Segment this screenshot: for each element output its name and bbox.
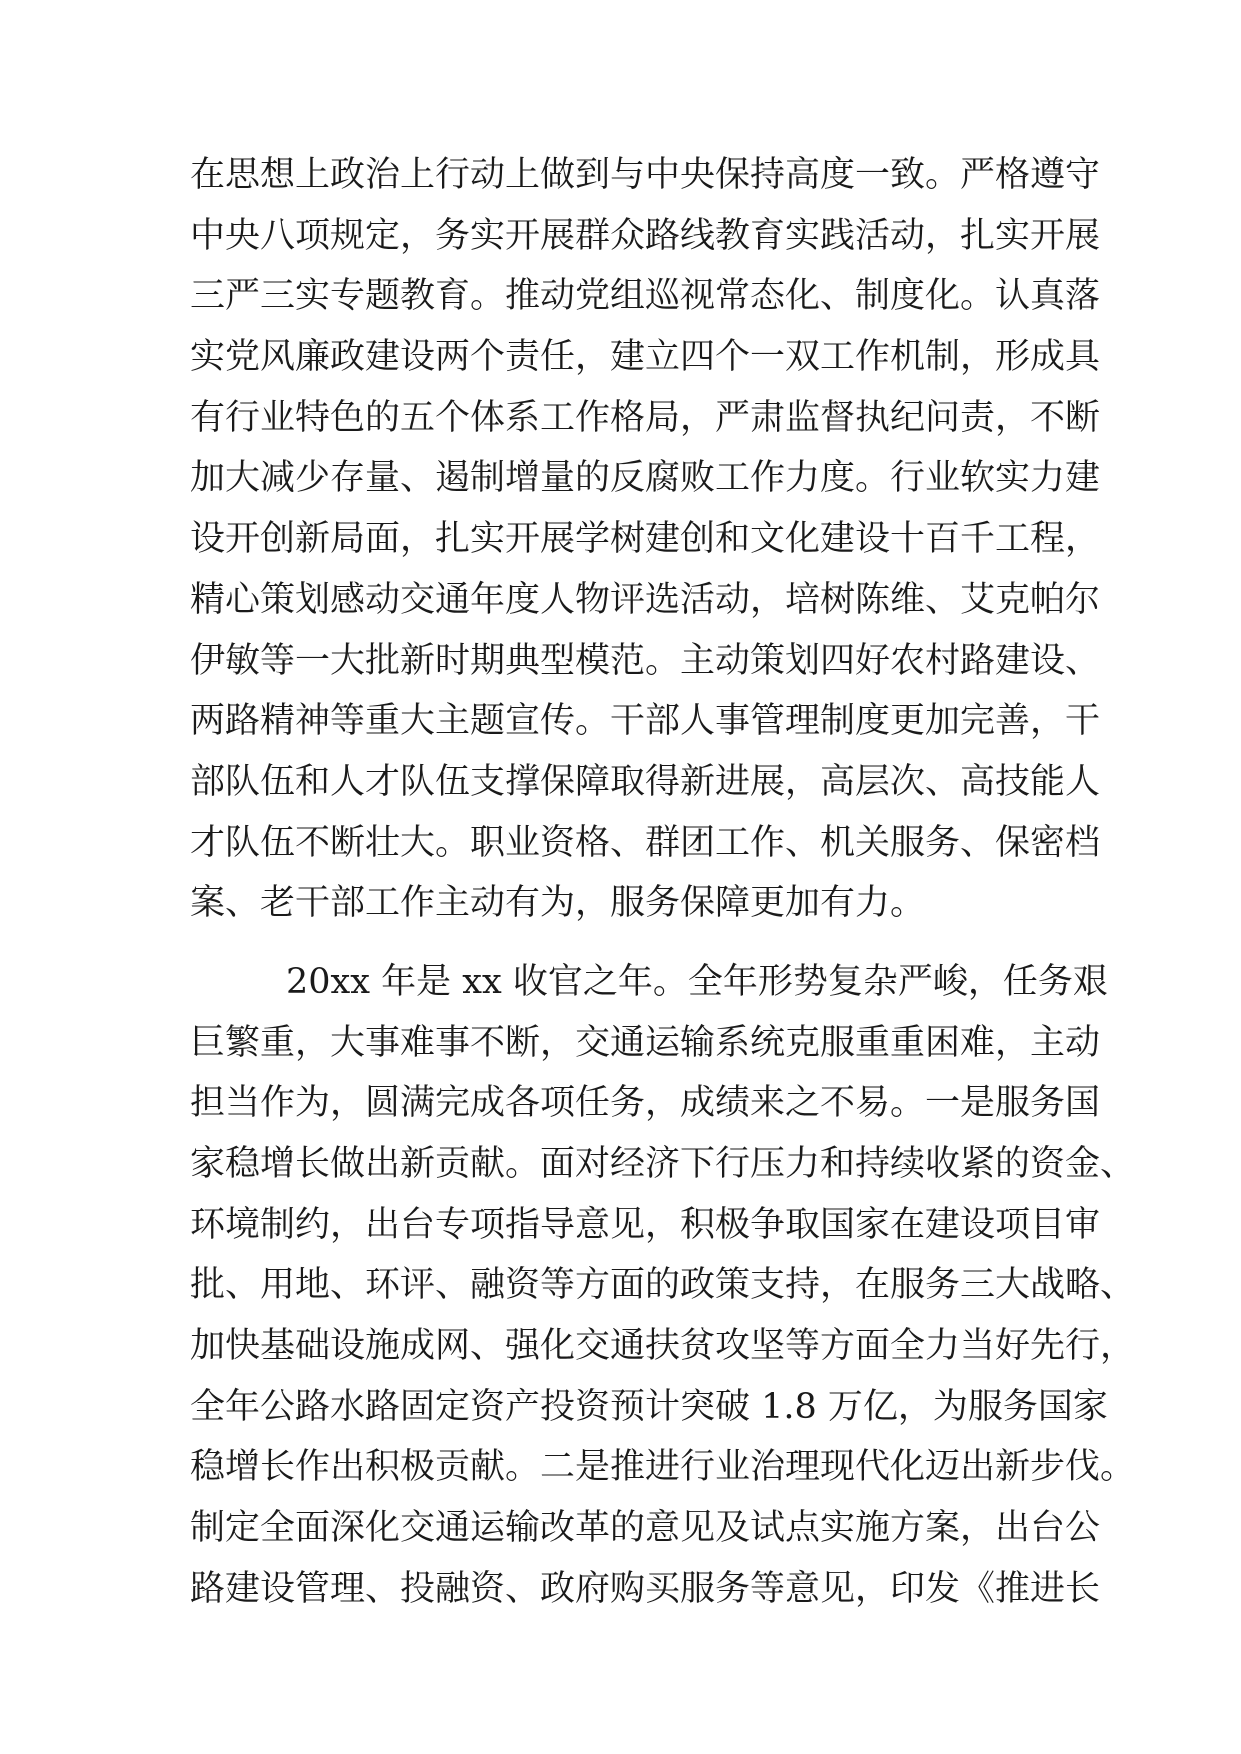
text-line: 案、老干部工作主动有为，服务保障更加有力。: [190, 883, 926, 924]
text-line: 设开创新局面，扎实开展学树建创和文化建设十百千工程，: [190, 519, 1101, 560]
text-line: 家稳增长做出新贡献。面对经济下行压力和持续收紧的资金、: [190, 1144, 1136, 1184]
text-line: 两路精神等重大主题宣传。干部人事管理制度更加完善，干: [190, 701, 1101, 742]
document-body: [190, 145, 1136, 1620]
text-line: 担当作为，圆满完成各项任务，成绩来之不易。一是服务国: [190, 1083, 1101, 1124]
text-line: 制定全面深化交通运输改革的意见及试点实施方案，出台公: [190, 1508, 1101, 1549]
paragraph-gap: [190, 934, 1050, 952]
text-line: 实党风廉政建设两个责任，建立四个一双工作机制，形成具: [190, 337, 1101, 378]
text-line: 才队伍不断壮大。职业资格、群团工作、机关服务、保密档: [190, 822, 1101, 863]
text-line: 环境制约，出台专项指导意见，积极争取国家在建设项目审: [190, 1204, 1101, 1245]
paragraph-1: [190, 145, 1101, 934]
text-line: 批、用地、环评、融资等方面的政策支持，在服务三大战略、: [190, 1265, 1136, 1306]
text-line: 三严三实专题教育。推动党组巡视常态化、制度化。认真落: [190, 276, 1101, 317]
text-line: 在思想上政治上行动上做到与中央保持高度一致。严格遵守: [190, 155, 1101, 195]
text-line: 中央八项规定，务实开展群众路线教育实践活动，扎实开展: [190, 215, 1101, 256]
text-line: 伊敏等一大批新时期典型模范。主动策划四好农村路建设、: [190, 640, 1101, 681]
text-line: 部队伍和人才队伍支撑保障取得新进展，高层次、高技能人: [190, 761, 1101, 802]
text-line: 加大减少存量、遏制增量的反腐败工作力度。行业软实力建: [190, 458, 1101, 499]
text-line: 有行业特色的五个体系工作格局，严肃监督执纪问责，不断: [190, 397, 1101, 438]
text-line: 巨繁重，大事难事不断，交通运输系统克服重重困难，主动: [190, 1022, 1101, 1063]
text-line: 路建设管理、投融资、政府购买服务等意见，印发《推进长: [190, 1568, 1101, 1609]
text-line: 20xx 年是 xx 收官之年。全年形势复杂严峻，任务艰: [286, 961, 1108, 1002]
text-line: 全年公路水路固定资产投资预计突破 1.8 万亿，为服务国家: [190, 1386, 1108, 1427]
text-line: 稳增长作出积极贡献。二是推进行业治理现代化迈出新步伐。: [190, 1447, 1136, 1488]
text-line: 精心策划感动交通年度人物评选活动，培树陈维、艾克帕尔: [190, 579, 1101, 620]
text-line: 加快基础设施成网、强化交通扶贫攻坚等方面全力当好先行，: [190, 1326, 1136, 1367]
paragraph-2: [190, 952, 1136, 1620]
